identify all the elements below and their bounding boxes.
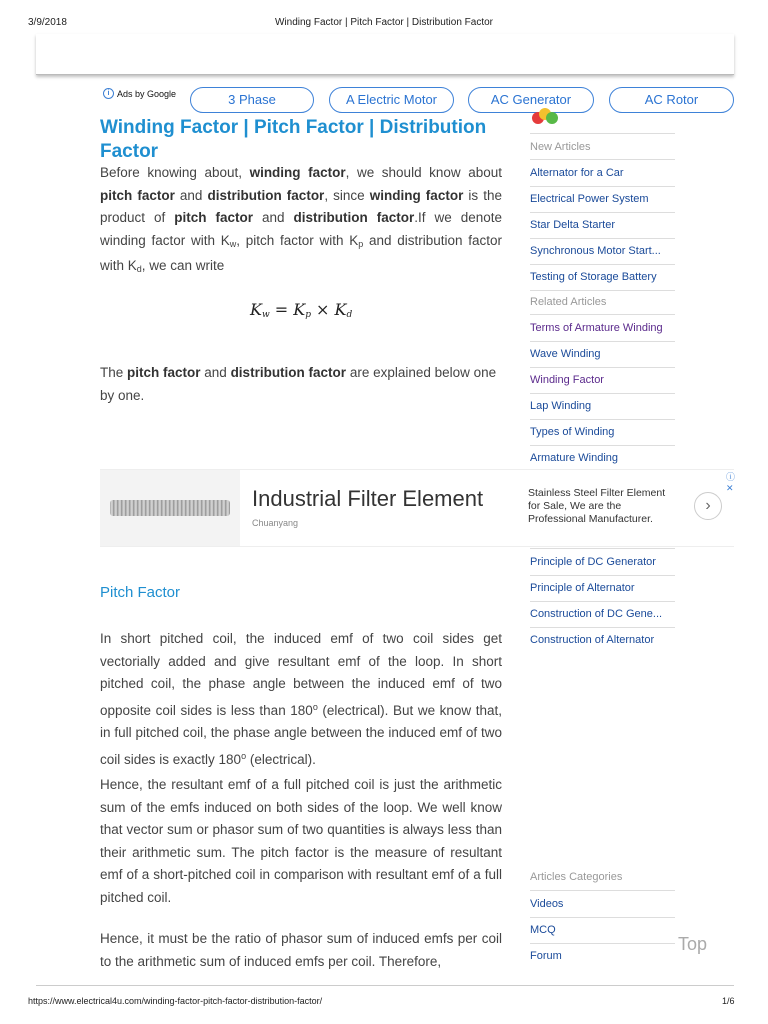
ad-link-ac-generator[interactable]: AC Generator: [468, 87, 594, 113]
sidebar-link-synchronous-motor-start[interactable]: Synchronous Motor Start...: [530, 238, 675, 265]
sidebar-link-electrical-power-system[interactable]: Electrical Power System: [530, 186, 675, 213]
ad-link-ac-rotor[interactable]: AC Rotor: [609, 87, 734, 113]
winding-factor-formula: $K_w = K_p \times K_d$: [250, 300, 353, 320]
ads-by-google[interactable]: [103, 88, 176, 99]
sidebar-link-principle-alternator[interactable]: Principle of Alternator: [530, 575, 675, 602]
sidebar-link-wave-winding[interactable]: Wave Winding: [530, 341, 675, 368]
sidebar-link-testing-storage-battery[interactable]: Testing of Storage Battery: [530, 264, 675, 291]
sidebar-link-types-of-winding[interactable]: Types of Winding: [530, 419, 675, 446]
ad-headline[interactable]: Industrial Filter Element: [252, 486, 484, 511]
category-link-forum[interactable]: Forum: [530, 950, 562, 962]
new-articles-heading: New Articles: [530, 141, 591, 153]
pitch-paragraph-3: Hence, it must be the ratio of phasor sum of induced emfs per coil to the arithmetic sum of induced emfs per coil. Therefore,: [100, 931, 502, 969]
sidebar-link-alternator-for-car[interactable]: Alternator for a Car: [530, 160, 675, 187]
sidebar-link-construction-dc-generator[interactable]: Construction of DC Gene...: [530, 601, 675, 628]
ad-link-electric-motor[interactable]: A Electric Motor: [329, 87, 454, 113]
explain-paragraph: The pitch factor and distribution factor are explained below one by one.: [100, 365, 497, 403]
site-header-bar: [36, 34, 734, 75]
display-ad[interactable]: [100, 469, 737, 547]
pitch-paragraph-1: In short pitched coil, the induced emf of two coil sides get vectorially added and give resultant emf of the loop. In short pitched coil, the phase angle between the induced emf of two opposite coil sides is less than 180$^o$ (electrical). But we know that, in full pitched coil, the phase angle between the induced emf of two coil sides is exactly 180$^o$ (electrical).: [100, 631, 503, 767]
section-heading-pitch-factor: Pitch Factor: [100, 584, 181, 601]
sidebar-link-star-delta-starter[interactable]: Star Delta Starter: [530, 212, 675, 239]
sidebar-link-construction-alternator[interactable]: Construction of Alternator: [530, 634, 655, 646]
category-link-mcq[interactable]: MCQ: [530, 917, 675, 944]
print-date: 3/9/2018: [28, 17, 67, 28]
logo-icon: [530, 100, 560, 126]
ad-link-3-phase[interactable]: 3 Phase: [190, 87, 314, 113]
sidebar-link-principle-dc-generator[interactable]: Principle of DC Generator: [530, 549, 675, 576]
articles-categories-heading: Articles Categories: [530, 871, 623, 883]
sidebar-link-lap-winding[interactable]: Lap Winding: [530, 393, 675, 420]
ad-image[interactable]: [100, 470, 240, 546]
filter-element-image: [110, 500, 230, 516]
sidebar-link-armature-winding[interactable]: Armature Winding: [530, 452, 619, 464]
related-articles-heading: Related Articles: [530, 296, 607, 308]
footer-divider: [36, 985, 734, 986]
ad-description: Stainless Steel Filter Element for Sale, We are the Professional Manufacturer.: [528, 487, 666, 525]
print-page-title: Winding Factor | Pitch Factor | Distribution Factor: [274, 17, 494, 28]
chevron-right-icon[interactable]: ›: [694, 492, 722, 520]
print-page-number: 1/6: [722, 996, 735, 1006]
sidebar-link-winding-factor[interactable]: Winding Factor: [530, 367, 675, 394]
sidebar-link-terms-armature-winding[interactable]: Terms of Armature Winding: [530, 315, 675, 342]
intro-paragraph: Before knowing about, winding factor, we should know about pitch factor and distribution factor, since winding factor is the product of pitch factor and distribution factor.If we denote winding factor with $K_w$, pitch factor with $K_p$ and distribution factor with $K_d$, we can write: [100, 165, 503, 274]
category-link-videos[interactable]: Videos: [530, 891, 675, 918]
ads-by-label: Ads by Google: [117, 88, 177, 99]
print-footer-url: https://www.electrical4u.com/winding-factor-pitch-factor-distribution-factor/: [28, 996, 323, 1006]
ad-choices-icon[interactable]: ⓘ ✕: [726, 472, 737, 493]
page-title: Winding Factor | Pitch Factor | Distribution Factor: [100, 117, 487, 162]
site-logo[interactable]: [530, 100, 680, 126]
sidebar-divider: [530, 133, 675, 134]
pitch-paragraph-2: Hence, the resultant emf of a full pitched coil is just the arithmetic sum of the emfs induced on both sides of the loop. We well know that vector sum or phasor sum of two quantities is always less than their arithmetic sum. The pitch factor is the measure of resultant emf of a short-pitched coil in comparison with resultant emf of a full pitched coil.: [100, 777, 502, 905]
back-to-top-button[interactable]: Top: [678, 934, 708, 954]
info-icon[interactable]: i: [103, 88, 114, 99]
ad-brand: Chuanyang: [252, 518, 299, 528]
